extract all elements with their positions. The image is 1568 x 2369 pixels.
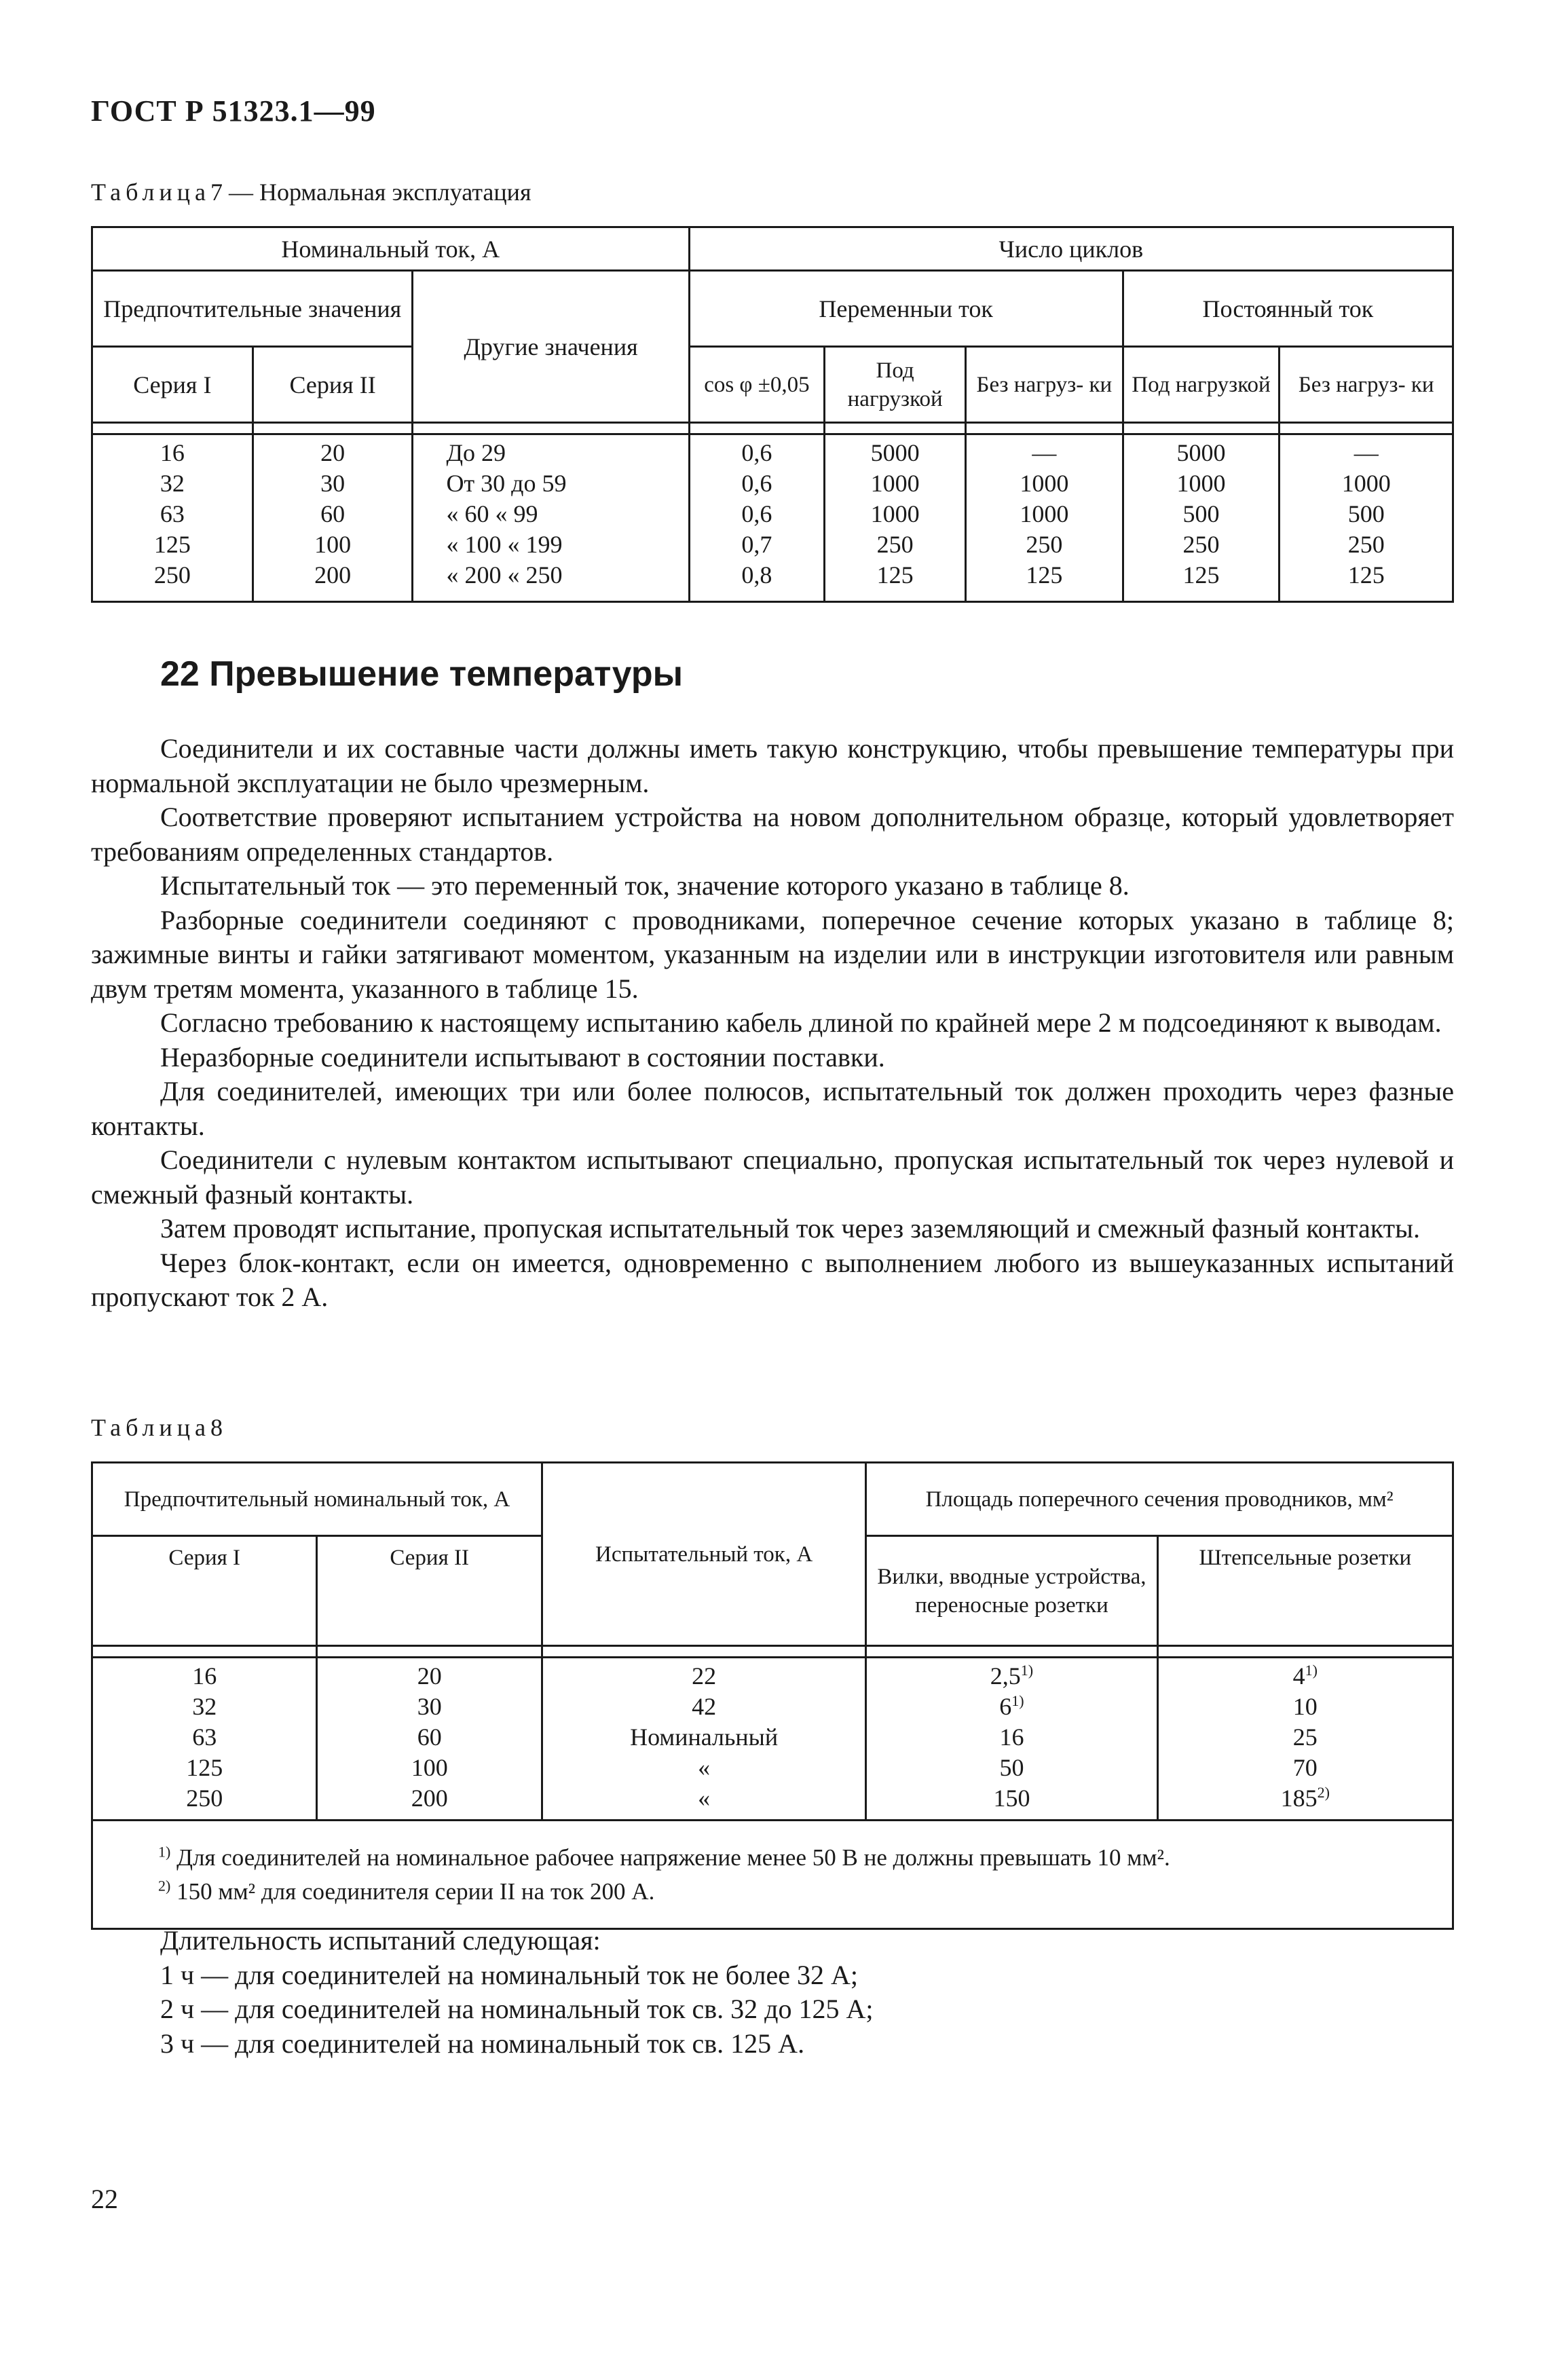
cell-value: 25 xyxy=(1292,1723,1318,1751)
table7-cell: 0,8 xyxy=(741,561,772,589)
paragraph: Затем проводят испытание, пропуская испытательный ток через заземляющий и смежный фазный контакты. xyxy=(160,1213,1421,1244)
table7-header-series1: Серия I xyxy=(92,347,253,423)
table7-cell: — xyxy=(1354,439,1379,466)
table7 xyxy=(91,226,1454,603)
table7-header-cycles: Число циклов xyxy=(689,227,1453,271)
table7-cell: 60 xyxy=(320,500,346,527)
table8-cell: Номинальный xyxy=(630,1723,779,1751)
table7-cell: 5000 xyxy=(870,439,920,466)
table7-cell: 63 xyxy=(160,500,185,527)
section-body xyxy=(91,732,1454,1315)
table8-cell: 22 xyxy=(692,1662,717,1690)
cell-value: 10 xyxy=(1292,1693,1318,1720)
table8-col-series1 xyxy=(92,1658,317,1821)
page-number: 22 xyxy=(91,2184,118,2214)
footnote-mark: 2) xyxy=(1317,1784,1330,1801)
paragraph: Для соединителей, имеющих три или более полюсов, испытательный ток должен проходить через фазные контакты. xyxy=(91,1076,1454,1141)
table7-caption-word: Таблица xyxy=(91,179,210,206)
table7-cell: — xyxy=(1032,439,1057,466)
table8-cell xyxy=(872,1783,1151,1814)
table7-cell: 1000 xyxy=(870,500,920,527)
table7-cell: 125 xyxy=(876,561,914,589)
cell-value: 150 xyxy=(993,1785,1030,1812)
table7-header-ac: Переменныи ток xyxy=(689,271,1123,347)
table7-cell: 125 xyxy=(1182,561,1220,589)
footnote-mark: 1) xyxy=(1020,1662,1034,1679)
table7-cell: 0,6 xyxy=(741,500,772,527)
cell-value: 6 xyxy=(999,1693,1012,1720)
footnote-mark: 1) xyxy=(158,1842,171,1860)
table8-cell: 250 xyxy=(186,1785,223,1812)
table8-cell xyxy=(872,1692,1151,1722)
table8-cell xyxy=(872,1722,1151,1753)
table7-header-ac-noload: Без нагруз- ки xyxy=(966,347,1123,423)
table8-col-sockets xyxy=(1157,1658,1453,1821)
footnote-1 xyxy=(158,1841,1446,1875)
table8-data-row xyxy=(92,1658,1453,1821)
table7-cell: 20 xyxy=(320,439,346,466)
duration-item: 3 ч — для соединителей на номинальный ток св. 125 А. xyxy=(160,2028,805,2059)
table7-caption-number: 7 xyxy=(210,179,223,206)
table8 xyxy=(91,1461,1454,1930)
table7-cell: 500 xyxy=(1182,500,1220,527)
table8-cell: 100 xyxy=(411,1754,448,1781)
table8-cell: « xyxy=(698,1785,711,1812)
table7-cell: 1000 xyxy=(1341,470,1391,497)
table7-cell: До 29 xyxy=(446,439,506,466)
table7-col-other xyxy=(413,434,689,602)
table8-header-sockets: Штепсельные розетки xyxy=(1157,1536,1453,1646)
cell-value: 4 xyxy=(1292,1662,1305,1690)
cell-value: 16 xyxy=(999,1723,1024,1751)
paragraph: Соединители и их составные части должны иметь такую конструкцию, чтобы превышение температуры при нормальной эксплуатации не было чрезмерным. xyxy=(91,733,1454,798)
table8-cell xyxy=(1164,1722,1446,1753)
table8-cell: 20 xyxy=(417,1662,442,1690)
table8-cell xyxy=(1164,1753,1446,1783)
table7-header-dc-noload: Без нагруз- ки xyxy=(1280,347,1453,423)
table7-cell: 125 xyxy=(1026,561,1063,589)
table7-cell: 500 xyxy=(1347,500,1385,527)
table7-header-cos: cos φ ±0,05 xyxy=(689,347,825,423)
table7-cell: 250 xyxy=(1182,531,1220,558)
table7-header-dc-load: Под нагрузкой xyxy=(1123,347,1280,423)
table7-col-dc-noload xyxy=(1280,434,1453,602)
table7-cell: 30 xyxy=(320,470,346,497)
cell-value: 70 xyxy=(1292,1754,1318,1781)
paragraph: Согласно требованию к настоящему испытанию кабель длиной по крайней мере 2 м подсоединяют к выводам. xyxy=(160,1007,1442,1038)
paragraph: Испытательный ток — это переменный ток, значение которого указано в таблице 8. xyxy=(160,870,1130,901)
table7-header-rated-current: Номинальный ток, А xyxy=(92,227,690,271)
table7-col-series2 xyxy=(253,434,413,602)
table8-header-series1: Серия I xyxy=(92,1536,317,1646)
duration-item: 1 ч — для соединителей на номинальный ток не более 32 А; xyxy=(160,1959,858,1990)
paragraph: Неразборные соединители испытывают в состоянии поставки. xyxy=(160,1041,885,1072)
table8-cell xyxy=(1164,1783,1446,1814)
paragraph: Разборные соединители соединяют с проводниками, поперечное сечение которых указано в таблице 8; зажимные винты и гайки затягивают моментом, указанным на изделии или в инструкции изготовителя или равным двум третям момента, указанного в таблице 15. xyxy=(91,904,1454,1004)
table8-cell xyxy=(1164,1661,1446,1692)
table7-cell: 125 xyxy=(1347,561,1385,589)
table7-caption-title: — Нормальная эксплуатация xyxy=(228,179,531,206)
table7-header-series2: Серия II xyxy=(253,347,413,423)
table7-col-ac-noload xyxy=(966,434,1123,602)
table8-col-plugs xyxy=(866,1658,1157,1821)
table7-cell: 16 xyxy=(160,439,185,466)
table8-header-preferred: Предпочтительный номинальный ток, А xyxy=(92,1463,542,1536)
table7-cell: 250 xyxy=(1347,531,1385,558)
table7-header-other: Другие значения xyxy=(413,271,689,423)
table7-cell: 250 xyxy=(1026,531,1063,558)
paragraph: Соответствие проверяют испытанием устройства на новом дополнительном образце, который удовлетворяет требованиям определенных стандартов. xyxy=(91,802,1454,867)
footnote-mark: 2) xyxy=(158,1876,171,1894)
table7-col-ac-load xyxy=(825,434,966,602)
table7-cell: 0,7 xyxy=(741,531,772,558)
table8-header-area xyxy=(866,1463,1453,1536)
table8-cell: 125 xyxy=(186,1754,223,1781)
table7-header-dc: Постоянный ток xyxy=(1123,271,1453,347)
paragraph: Через блок-контакт, если он имеется, одновременно с выполнением любого из вышеуказанных испытаний пропускают ток 2 А. xyxy=(91,1247,1454,1312)
table7-cell: 1000 xyxy=(870,470,920,497)
table7-cell: « 60 « 99 xyxy=(446,500,538,527)
document-header: ГОСТ Р 51323.1—99 xyxy=(91,94,376,128)
footnote-mark: 1) xyxy=(1305,1662,1318,1679)
table7-cell: 1000 xyxy=(1176,470,1226,497)
footnote-text: 150 мм² для соединителя серии II на ток 200 А. xyxy=(176,1878,655,1905)
table7-header-ac-load: Под нагрузкой xyxy=(825,347,966,423)
table7-caption xyxy=(91,178,531,206)
footnote-mark: 1) xyxy=(1011,1692,1024,1709)
footnote-2 xyxy=(158,1875,1446,1909)
table7-cell: 1000 xyxy=(1020,470,1069,497)
table8-cell: 32 xyxy=(192,1693,217,1720)
table8-cell xyxy=(1164,1692,1446,1722)
table8-cell: 63 xyxy=(192,1723,217,1751)
table8-col-series2 xyxy=(317,1658,542,1821)
table7-col-series1 xyxy=(92,434,253,602)
cell-value: 50 xyxy=(999,1754,1024,1781)
cell-value: 2,5 xyxy=(990,1662,1021,1690)
table8-caption-number: 8 xyxy=(210,1414,223,1441)
table8-cell: 42 xyxy=(692,1693,717,1720)
table8-header-plugs: Вилки, вводные устройства, переносные розетки xyxy=(866,1536,1157,1646)
table7-data-row xyxy=(92,434,1453,602)
table8-cell xyxy=(872,1661,1151,1692)
table7-cell: 5000 xyxy=(1176,439,1226,466)
table7-cell: 250 xyxy=(153,561,191,589)
table7-cell: « 100 « 199 xyxy=(446,531,563,558)
table7-cell: 100 xyxy=(314,531,352,558)
table7-header-preferred: Предпочтительные значения xyxy=(92,271,413,347)
table7-cell: 0,6 xyxy=(741,439,772,466)
table8-cell: 30 xyxy=(417,1693,442,1720)
table8-header-test-current: Испытательный ток, А xyxy=(542,1463,865,1646)
table7-cell: 1000 xyxy=(1020,500,1069,527)
table7-cell: 125 xyxy=(153,531,191,558)
table8-caption-word: Таблица xyxy=(91,1414,210,1441)
table8-cell: 200 xyxy=(411,1785,448,1812)
duration-block xyxy=(160,1924,874,2061)
table7-cell: От 30 до 59 xyxy=(446,470,567,497)
paragraph: Соединители с нулевым контактом испытывают специально, пропуская испытательный ток через нулевой и смежный фазный контакты. xyxy=(91,1144,1454,1210)
table7-cell: 0,6 xyxy=(741,470,772,497)
table7-cell: « 200 « 250 xyxy=(446,561,563,589)
table8-caption xyxy=(91,1413,223,1442)
table8-header-area-text: Площадь поперечного сечения проводников, мм² xyxy=(925,1487,1394,1512)
table8-cell: 60 xyxy=(417,1723,442,1751)
table8-cell xyxy=(872,1753,1151,1783)
duration-intro: Длительность испытаний следующая: xyxy=(160,1925,601,1956)
table8-cell: « xyxy=(698,1754,711,1781)
table7-col-dc-load xyxy=(1123,434,1280,602)
table7-col-cos xyxy=(689,434,825,602)
table8-cell: 16 xyxy=(192,1662,217,1690)
footnote-text: Для соединителей на номинальное рабочее напряжение менее 50 В не должны превышать 10 мм². xyxy=(176,1844,1170,1871)
table7-cell: 32 xyxy=(160,470,185,497)
duration-item: 2 ч — для соединителей на номинальный ток св. 32 до 125 А; xyxy=(160,1994,874,2024)
table7-cell: 200 xyxy=(314,561,352,589)
table8-footnotes xyxy=(92,1821,1453,1929)
table7-cell: 250 xyxy=(876,531,914,558)
cell-value: 185 xyxy=(1280,1785,1318,1812)
table8-header-series2: Серия II xyxy=(317,1536,542,1646)
section-title: 22 Превышение температуры xyxy=(160,654,684,694)
table8-col-test xyxy=(542,1658,865,1821)
